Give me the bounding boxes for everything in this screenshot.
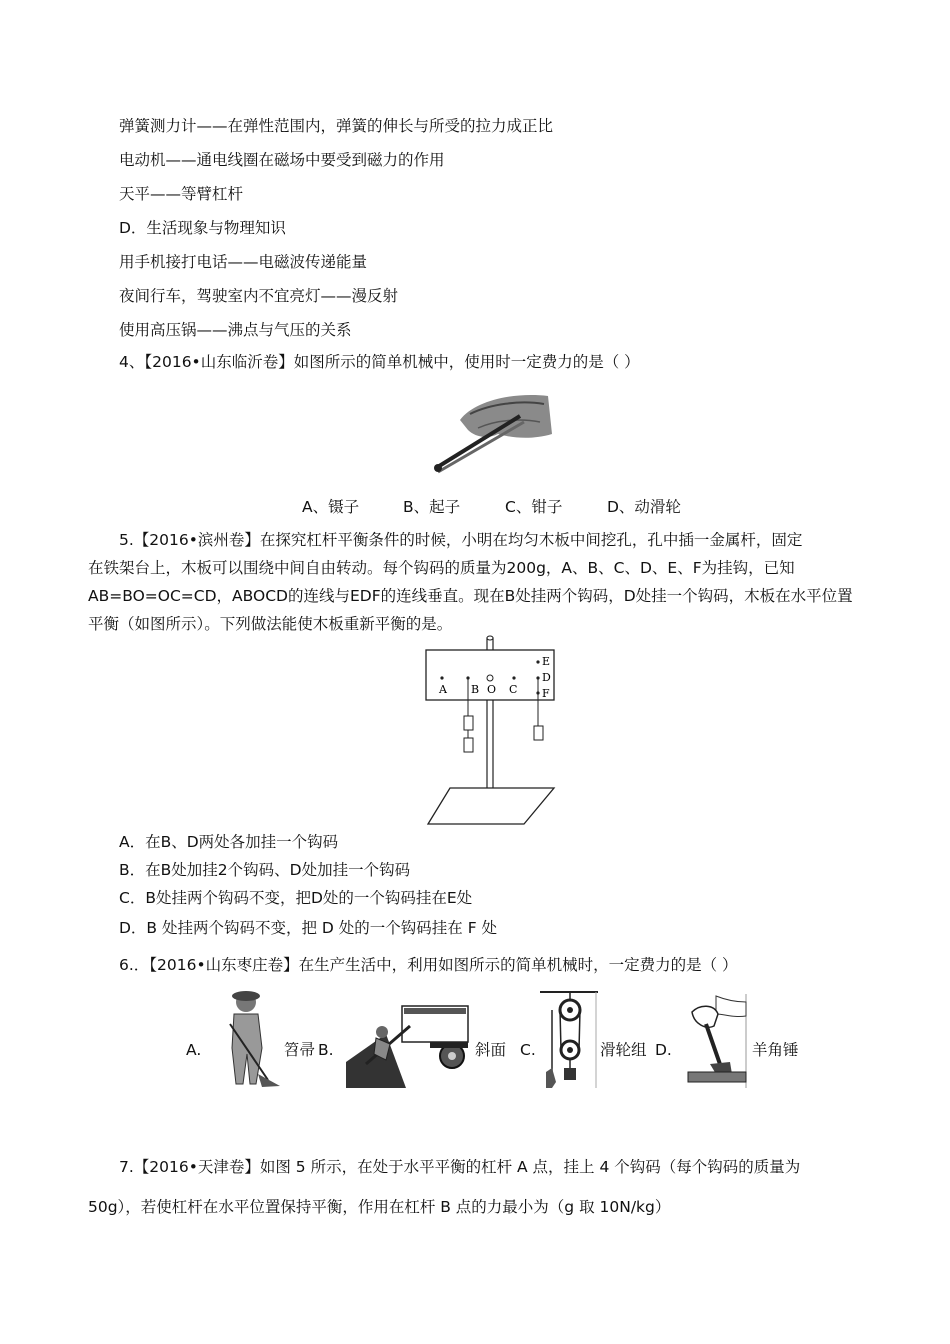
q4-option-b: B、起子 [403, 498, 461, 516]
label-d: D [542, 671, 551, 684]
q5-option-d: D．B 处挂两个钩码不变，把 D 处的一个钩码挂在 F 处 [119, 919, 498, 937]
label-e: E [542, 655, 551, 668]
claw-hammer-image [686, 994, 750, 1088]
section-d-heading: D．生活现象与物理知识 [119, 219, 286, 237]
q4-option-d: D、动滑轮 [607, 498, 681, 516]
label-a: A [439, 683, 447, 696]
section-c-item-3: 天平——等臂杠杆 [119, 185, 244, 203]
q6-option-b-letter: B. [318, 1041, 334, 1059]
q5-stem-line-3: AB=BO=OC=CD，ABOCD的连线与EDF的连线垂直。现在B处挂两个钩码，D处挂一个钩码，木板在水平位置 [88, 587, 853, 605]
label-o: O [487, 683, 497, 696]
q6-option-c-name: 滑轮组 [600, 1041, 647, 1059]
q6-option-c-letter: C. [520, 1041, 536, 1059]
label-c: C [509, 683, 518, 696]
q6-option-d-letter: D. [655, 1041, 672, 1059]
q6-option-a-name: 笤帚 [284, 1041, 316, 1059]
section-c-item-1: 弹簧测力计——在弹性范围内，弹簧的伸长与所受的拉力成正比 [119, 117, 554, 135]
q6-option-b-name: 斜面 [475, 1041, 507, 1059]
q5-stem-line-4: 平衡（如图所示）。下列做法能使木板重新平衡的是。 [88, 615, 453, 633]
q4-option-c: C、钳子 [505, 498, 563, 516]
label-f: F [542, 687, 550, 700]
q7-line-2: 50g），若使杠杆在水平位置保持平衡，作用在杠杆 B 点的力最小为（g 取 10N/kg） [88, 1198, 671, 1216]
q5-option-a: A．在B、D两处各加挂一个钩码 [119, 833, 339, 851]
q5-stem-line-1: 5.【2016•滨州卷】在探究杠杆平衡条件的时候，小明在均匀木板中间挖孔，孔中插一金属杆，固定 [119, 531, 803, 549]
section-d-item-2: 夜间行车，驾驶室内不宜亮灯——漫反射 [119, 287, 399, 305]
q5-option-b: B．在B处加挂2个钩码、D处加挂一个钩码 [119, 861, 411, 879]
tweezers-image [420, 390, 555, 480]
q4-option-a: A、镊子 [302, 498, 360, 516]
lever-balance-diagram [420, 630, 560, 830]
q5-stem-line-2: 在铁架台上，木板可以围绕中间自由转动。每个钩码的质量为200g，A、B、C、D、E、F为挂钩，已知 [88, 559, 795, 577]
q4-stem: 4、【2016•山东临沂卷】如图所示的简单机械中，使用时一定费力的是（ ） [119, 353, 640, 371]
label-b: B [471, 683, 480, 696]
q6-stem: 6.．【2016•山东枣庄卷】在生产生活中，利用如图所示的简单机械时，一定费力的是（ ） [119, 956, 738, 974]
broom-image [210, 988, 282, 1088]
pulley-image [540, 990, 598, 1088]
incline-image [346, 1004, 472, 1088]
q5-option-c: C．B处挂两个钩码不变，把D处的一个钩码挂在E处 [119, 889, 473, 907]
q6-option-d-name: 羊角锤 [752, 1041, 799, 1059]
q7-line-1: 7.【2016•天津卷】如图 5 所示，在处于水平平衡的杠杆 A 点，挂上 4 个钩码（每个钩码的质量为 [119, 1158, 801, 1176]
section-d-item-3: 使用高压锅——沸点与气压的关系 [119, 321, 352, 339]
q6-option-a-letter: A. [186, 1041, 202, 1059]
section-c-item-2: 电动机——通电线圈在磁场中要受到磁力的作用 [119, 151, 445, 169]
section-d-item-1: 用手机接打电话——电磁波传递能量 [119, 253, 368, 271]
